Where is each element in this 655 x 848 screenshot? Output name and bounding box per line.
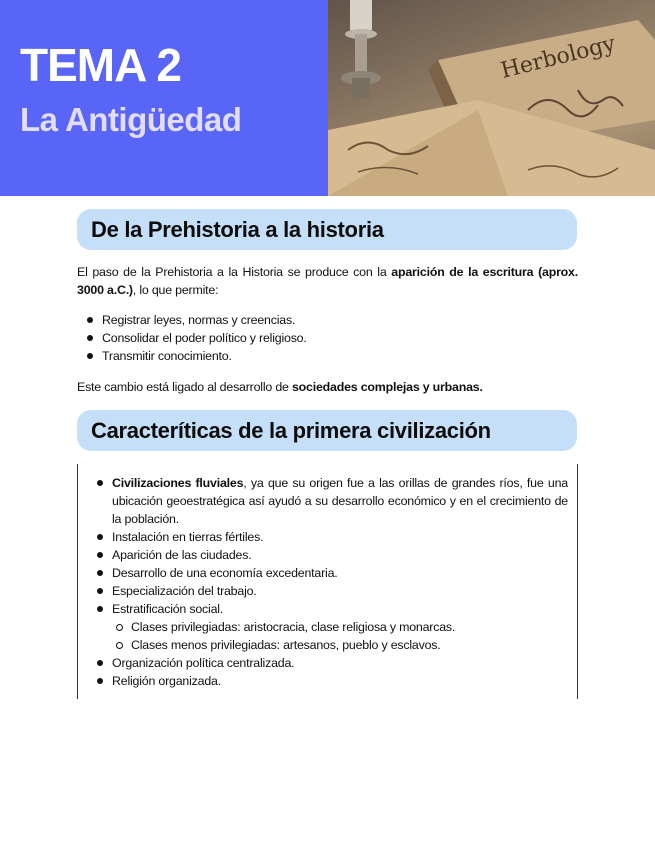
first-item-bold: Civilizaciones fluviales xyxy=(112,476,244,490)
list-item: Registrar leyes, normas y creencias. xyxy=(102,311,572,329)
intro-text-bold: aparición de la escritura (aprox. 3000 a.C.) xyxy=(77,265,578,297)
intro-text-start: El paso de la Prehistoria a la Historia se produce con la xyxy=(77,265,392,279)
list-item: Transmitir conocimiento. xyxy=(102,347,572,365)
list-item xyxy=(112,474,568,528)
list-item: Aparición de las ciudades. xyxy=(112,546,568,564)
page-title: TEMA 2 xyxy=(20,39,181,91)
writing-benefits-list xyxy=(102,311,572,365)
closing-text-bold: sociedades complejas y urbanas. xyxy=(291,380,483,394)
intro-paragraph xyxy=(77,263,578,299)
list-item: Religión organizada. xyxy=(112,672,568,690)
list-item: Instalación en tierras fértiles. xyxy=(112,528,568,546)
closing-text-start: Este cambio está ligado al desarrollo de xyxy=(77,380,292,394)
header-title-panel xyxy=(0,0,328,196)
section-heading-civilizacion: Caracteríticas de la primera civilización xyxy=(77,410,577,451)
characteristics-list xyxy=(112,474,568,690)
list-item: Organización política centralizada. xyxy=(112,654,568,672)
intro-text-end: , lo que permite: xyxy=(132,283,219,297)
list-item: Estratificación social. xyxy=(112,600,568,618)
list-item: Consolidar el poder político y religioso. xyxy=(102,329,572,347)
svg-text:Herbology: Herbology xyxy=(498,31,618,84)
sub-list-item: Clases privilegiadas: aristocracia, clase religiosa y monarcas. xyxy=(131,618,568,636)
closing-paragraph xyxy=(77,378,578,396)
page-subtitle: La Antigüedad xyxy=(20,101,242,138)
list-item: Especialización del trabajo. xyxy=(112,582,568,600)
old-books-photo xyxy=(328,0,655,196)
section-heading-prehistoria: De la Prehistoria a la historia xyxy=(77,209,577,250)
list-item: Desarrollo de una economía excedentaria. xyxy=(112,564,568,582)
sub-list-item: Clases menos privilegiadas: artesanos, pueblo y esclavos. xyxy=(131,636,568,654)
first-item-text: , ya que su origen fue a las orillas de grandes ríos, fue una ubicación geoestratégica así ayudó a su desarrollo económico y en el crecimiento de la población. xyxy=(112,476,568,526)
old-books-illustration xyxy=(328,0,655,196)
page-header xyxy=(0,0,655,196)
